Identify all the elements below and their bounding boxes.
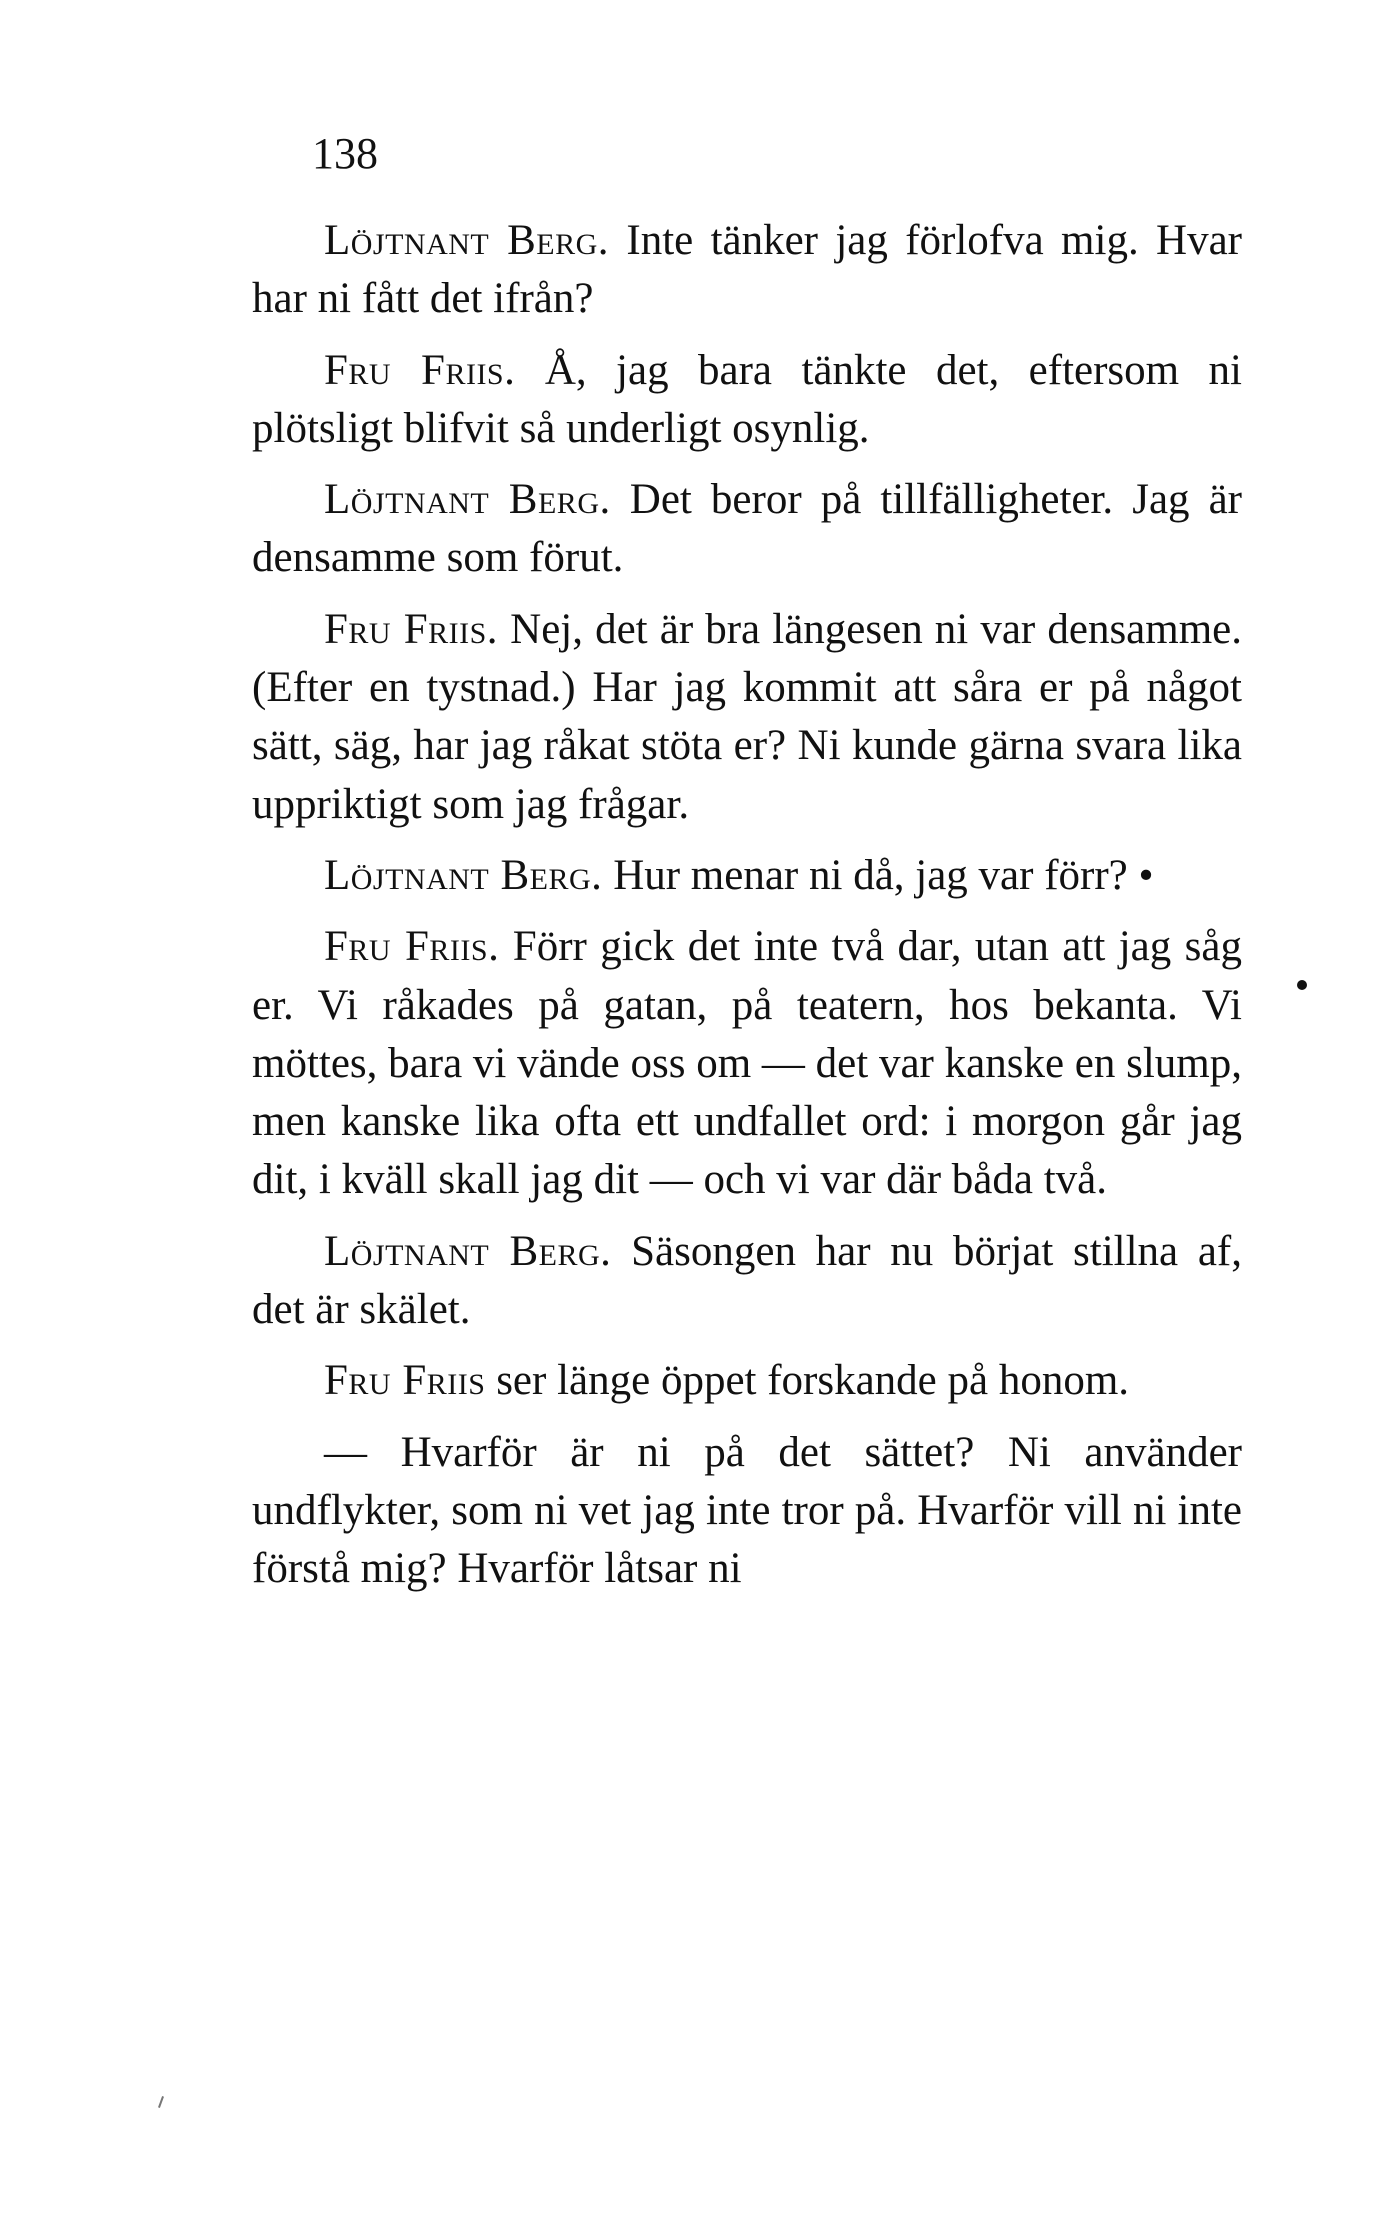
dialogue-text (252, 212, 1242, 1612)
paragraph (252, 918, 1242, 1209)
paragraph-text: Säsongen har nu börjat stillna af, det är skälet. (252, 1227, 1242, 1334)
speaker-name: Fru Friis. (324, 346, 516, 394)
paragraph (252, 1352, 1242, 1410)
speaker-name: Fru Friis (324, 1357, 486, 1405)
paragraph-text: Hur menar ni då, jag var förr? • (602, 851, 1154, 899)
paragraph (252, 1424, 1242, 1599)
paragraph (252, 342, 1242, 459)
speaker-name: Fru Friis. (324, 923, 500, 971)
paragraph (252, 601, 1242, 834)
paragraph (252, 471, 1242, 588)
paragraph-text: Det beror på tillfälligheter. Jag är densamme som förut. (252, 476, 1242, 582)
pencil-tick-mark (158, 2096, 164, 2108)
page-number: 138 (312, 129, 378, 178)
speaker-name: Löjtnant Berg. (324, 1227, 612, 1275)
speaker-name: Löjtnant Berg. (324, 851, 603, 899)
paragraph-text: — Hvarför är ni på det sättet? Ni använder undflykter, som ni vet jag inte tror på. Hvarför vill ni inte förstå mig? Hvarför låtsar ni (252, 1428, 1242, 1593)
speaker-name: Löjtnant Berg. (324, 217, 610, 264)
speaker-name: Fru Friis. (324, 605, 499, 653)
speaker-name: Löjtnant Berg. (324, 476, 611, 524)
ink-dot-mark (1297, 980, 1307, 990)
paragraph-text: Nej, det är bra längesen ni var densamme. (Efter en tystnad.) Har jag kommit att såra er på något sätt, säg, har jag råkat stöta er? Ni kunde gärna svara lika uppriktigt som jag frågar. (252, 605, 1242, 828)
paragraph (252, 1223, 1242, 1340)
paragraph (252, 847, 1242, 905)
paragraph-text: ser länge öppet forskande på honom. (485, 1357, 1130, 1405)
paragraph-text: Inte tänker jag förlofva mig. Hvar har ni fått det ifrån? (252, 217, 1242, 323)
paragraph-text: Förr gick det inte två dar, utan att jag såg er. Vi råkades på gatan, på teatern, hos bekanta. Vi möttes, bara vi vände oss om — det var kanske en slump, men kanske lika ofta ett undfallet ord: i morgon går jag dit, i kväll skall jag dit — och vi var där båda två. (252, 923, 1242, 1204)
paragraph-text: Å, jag bara tänkte det, eftersom ni plötsligt blifvit så underligt osynlig. (252, 346, 1242, 452)
paragraph (252, 212, 1242, 329)
